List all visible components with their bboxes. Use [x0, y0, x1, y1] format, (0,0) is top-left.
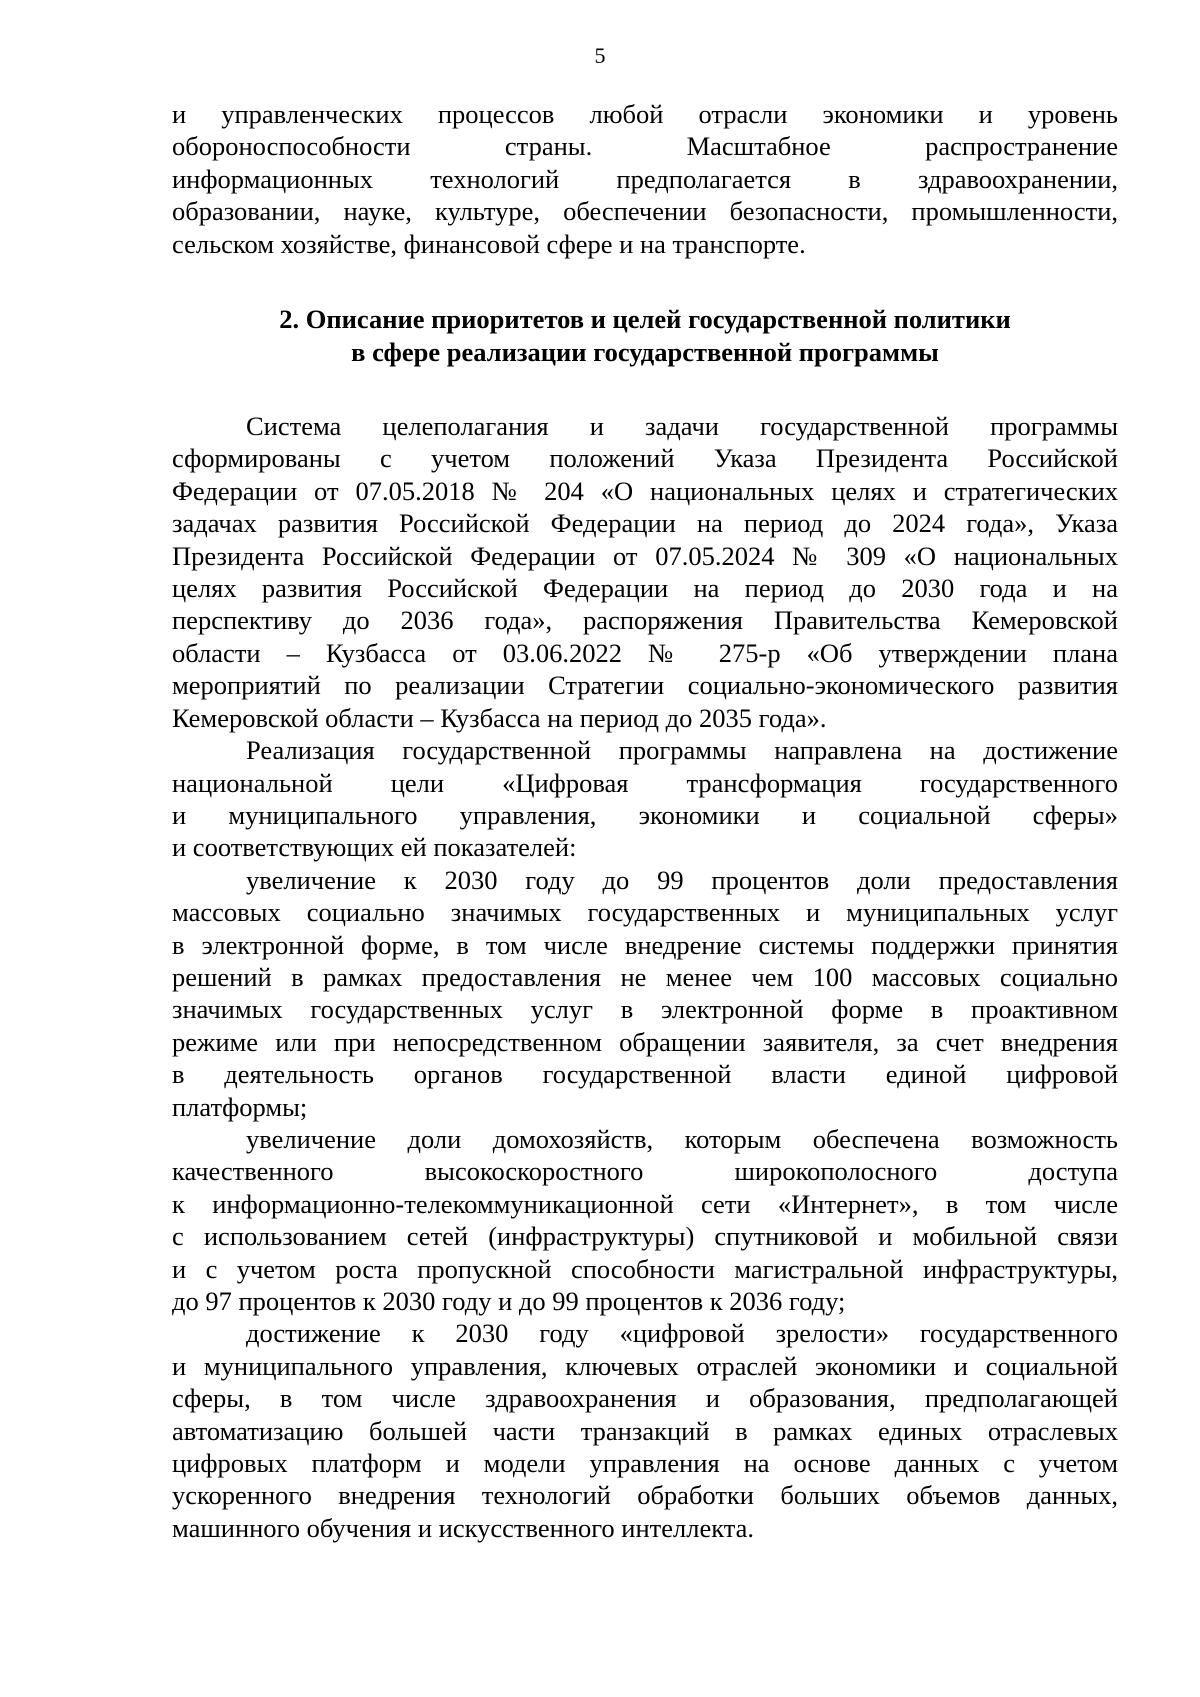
text-line: в электронной форме, в том числе внедрение системы поддержки принятия: [172, 929, 1118, 960]
text-line: сельском хозяйстве, финансовой сфере и на транспорте.: [172, 228, 806, 259]
paragraph-indicator-digital-maturity: [172, 1317, 1118, 1544]
text-line: Кемеровской области – Кузбасса на период до 2035 года».: [172, 702, 827, 733]
text-line: значимых государственных услуг в электронной форме в проактивном: [172, 994, 1118, 1025]
intro-paragraph: [172, 98, 1118, 260]
text-line: целях развития Российской Федерации на период до 2030 года и на: [172, 573, 1118, 604]
text-line: режиме или при непосредственном обращении заявителя, за счет внедрения: [172, 1026, 1118, 1057]
document-body: [172, 98, 1118, 1544]
text-line: области – Кузбасса от 03.06.2022 № 275-р «Об утверждении плана: [172, 637, 1118, 668]
text-line: в деятельность органов государственной власти единой цифровой: [172, 1059, 1118, 1090]
text-line: качественного высокоскоростного широкополосного доступа: [172, 1156, 1118, 1187]
text-line: сферы, в том числе здравоохранения и образования, предполагающей: [172, 1383, 1118, 1414]
paragraph-goal-setting: [172, 410, 1118, 734]
page-number: 5: [594, 43, 606, 68]
text-line: ускоренного внедрения технологий обработки больших объемов данных,: [172, 1480, 1118, 1511]
text-line: задачах развития Российской Федерации на период до 2024 года», Указа: [172, 508, 1118, 539]
paragraph-indicator-services: [172, 864, 1118, 1123]
text-line: и соответствующих ей показателей:: [172, 832, 577, 863]
text-line: и муниципального управления, ключевых отраслей экономики и социальной: [172, 1350, 1118, 1381]
text-line: платформы;: [172, 1091, 308, 1122]
text-line: и муниципального управления, экономики и социальной сферы»: [172, 799, 1118, 830]
text-line: с использованием сетей (инфраструктуры) спутниковой и мобильной связи: [172, 1221, 1118, 1252]
text-line: и с учетом роста пропускной способности магистральной инфраструктуры,: [172, 1253, 1118, 1284]
text-line: машинного обучения и искусственного интеллекта.: [172, 1512, 755, 1543]
text-line: образовании, науке, культуре, обеспечении безопасности, промышленности,: [172, 196, 1118, 227]
text-line: увеличение к 2030 году до 99 процентов доли предоставления: [246, 864, 1118, 895]
text-line: национальной цели «Цифровая трансформация государственного: [172, 767, 1118, 798]
text-line: информационных технологий предполагается в здравоохранении,: [172, 163, 1118, 194]
text-line: решений в рамках предоставления не менее чем 100 массовых социально: [172, 961, 1118, 992]
text-line: Федерации от 07.05.2018 № 204 «О национальных целях и стратегических: [172, 475, 1118, 506]
text-line: сформированы с учетом положений Указа Президента Российской: [172, 443, 1118, 474]
paragraph-national-goal: [172, 734, 1118, 864]
text-line: автоматизацию большей части транзакций в рамках единых отраслевых: [172, 1415, 1118, 1446]
text-line: к информационно-телекоммуникационной сети «Интернет», в том числе: [172, 1188, 1118, 1219]
text-line: массовых социально значимых государственных и муниципальных услуг: [172, 897, 1118, 928]
text-line: и управленческих процессов любой отрасли экономики и уровень: [172, 99, 1118, 129]
paragraph-indicator-internet: [172, 1123, 1118, 1317]
text-line: мероприятий по реализации Стратегии социально-экономического развития: [172, 670, 1118, 701]
text-line: обороноспособности страны. Масштабное распространение: [172, 131, 1118, 162]
section-heading: [172, 303, 1118, 369]
text-line: Система целеполагания и задачи государственной программы: [246, 411, 1118, 442]
text-line: перспективу до 2036 года», распоряжения Правительства Кемеровской: [172, 605, 1118, 636]
text-line: цифровых платформ и модели управления на основе данных с учетом: [172, 1448, 1118, 1479]
section-heading-line: в сфере реализации государственной программы: [351, 337, 939, 368]
text-line: увеличение доли домохозяйств, которым обеспечена возможность: [246, 1123, 1118, 1154]
text-line: достижение к 2030 году «цифровой зрелости» государственного: [246, 1318, 1118, 1349]
text-line: Президента Российской Федерации от 07.05.2024 № 309 «О национальных: [172, 540, 1118, 571]
text-line: Реализация государственной программы направлена на достижение: [246, 735, 1118, 766]
section-heading-line: 2. Описание приоритетов и целей государственной политики: [279, 304, 1011, 335]
text-line: до 97 процентов к 2030 году и до 99 процентов к 2036 году;: [172, 1286, 846, 1316]
